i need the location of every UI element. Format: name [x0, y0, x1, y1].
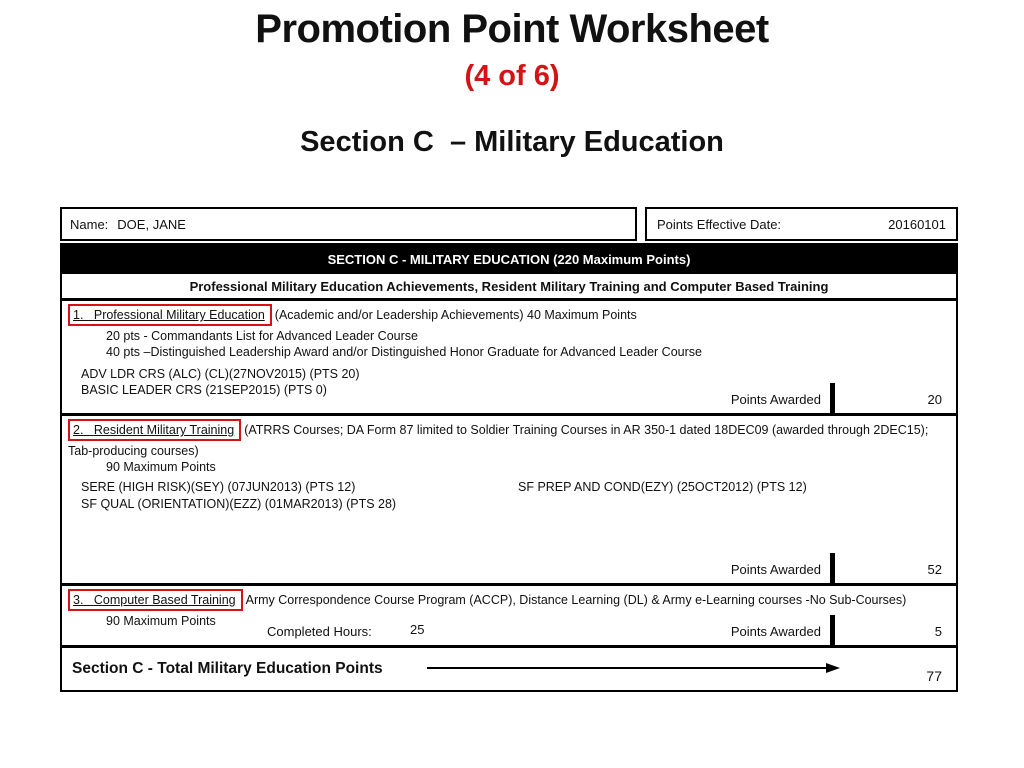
cbt-description: Army Correspondence Course Program (ACCP), Distance Learning (DL) & Army e-Learning courses -No Sub-Courses)	[245, 593, 907, 607]
cbt-red-highlight-box	[68, 589, 243, 611]
section-c-title-bar: SECTION C - MILITARY EDUCATION (220 Maximum Points)	[62, 245, 956, 274]
rmt-course-right-1: SF PREP AND COND(EZY) (25OCT2012) (PTS 12)	[518, 480, 807, 494]
cbt-max-points: 90 Maximum Points	[106, 614, 216, 628]
worksheet-form	[60, 243, 958, 692]
name-label: Name:	[70, 216, 109, 232]
name-value: DOE, JANE	[117, 216, 186, 232]
cbt-header-line	[68, 589, 950, 611]
section-c-total-row	[62, 648, 956, 690]
rmt-course-left-1: SERE (HIGH RISK)(SEY) (07JUN2013) (PTS 12)	[81, 480, 356, 494]
section-pme	[62, 301, 956, 416]
pme-header-line	[68, 304, 950, 326]
rmt-max-points: 90 Maximum Points	[106, 460, 216, 474]
form-subtitle: Professional Military Education Achievements, Resident Military Training and Computer Based Training	[62, 274, 956, 301]
rmt-header-line	[68, 419, 950, 441]
rmt-course-row-1	[68, 479, 950, 496]
total-label: Section C - Total Military Education Points	[72, 660, 383, 677]
name-box	[60, 207, 637, 241]
pme-detail-1: 20 pts - Commandants List for Advanced Leader Course	[106, 329, 418, 343]
cbt-label: 3. Computer Based Training	[73, 593, 236, 607]
points-effective-date-box	[645, 207, 958, 241]
completed-hours-value: 25	[410, 622, 425, 637]
pme-course-1: ADV LDR CRS (ALC) (CL)(27NOV2015) (PTS 20)	[81, 367, 360, 381]
pme-points-row	[731, 383, 956, 413]
section-rmt	[62, 416, 956, 586]
total-arrow-icon	[427, 667, 827, 669]
completed-hours-label: Completed Hours:	[267, 624, 372, 639]
pme-points-value: 20	[927, 392, 942, 407]
rmt-description: (ATRRS Courses; DA Form 87 limited to Soldier Training Courses in AR 350-1 dated 18DEC09 (awarded through 2DEC15);	[244, 423, 929, 437]
rmt-red-highlight-box	[68, 419, 241, 441]
rmt-points-label: Points Awarded	[730, 562, 821, 577]
pme-label: 1. Professional Military Education	[73, 308, 265, 322]
rmt-course-left-2: SF QUAL (ORIENTATION)(EZZ) (01MAR2013) (PTS 28)	[81, 497, 397, 511]
page-indicator: (4 of 6)	[464, 60, 560, 92]
pme-red-highlight-box	[68, 304, 272, 326]
rmt-course-row-2	[68, 496, 950, 513]
rmt-label: 2. Resident Military Training	[73, 423, 235, 437]
date-value: 20160101	[888, 216, 946, 232]
slide-title: Promotion Point Worksheet	[255, 7, 769, 51]
date-label: Points Effective Date:	[657, 216, 782, 232]
section-heading: Section C – Military Education	[300, 126, 724, 158]
pme-course-2: BASIC LEADER CRS (21SEP2015) (PTS 0)	[81, 383, 327, 397]
rmt-description-2: Tab-producing courses)	[68, 444, 199, 458]
rmt-points-row	[731, 553, 956, 583]
pme-detail-2: 40 pts –Distinguished Leadership Award and/or Distinguished Honor Graduate for Advanced Leader Course	[106, 345, 702, 359]
cbt-points-label: Points Awarded	[730, 624, 821, 639]
cbt-points-value: 5	[934, 624, 942, 639]
pme-description: (Academic and/or Leadership Achievements) 40 Maximum Points	[274, 308, 637, 322]
cbt-points-row	[731, 615, 956, 645]
rmt-points-value: 52	[927, 562, 942, 577]
total-points-value: 77	[926, 668, 942, 684]
section-cbt	[62, 586, 956, 648]
pme-points-label: Points Awarded	[730, 392, 821, 407]
